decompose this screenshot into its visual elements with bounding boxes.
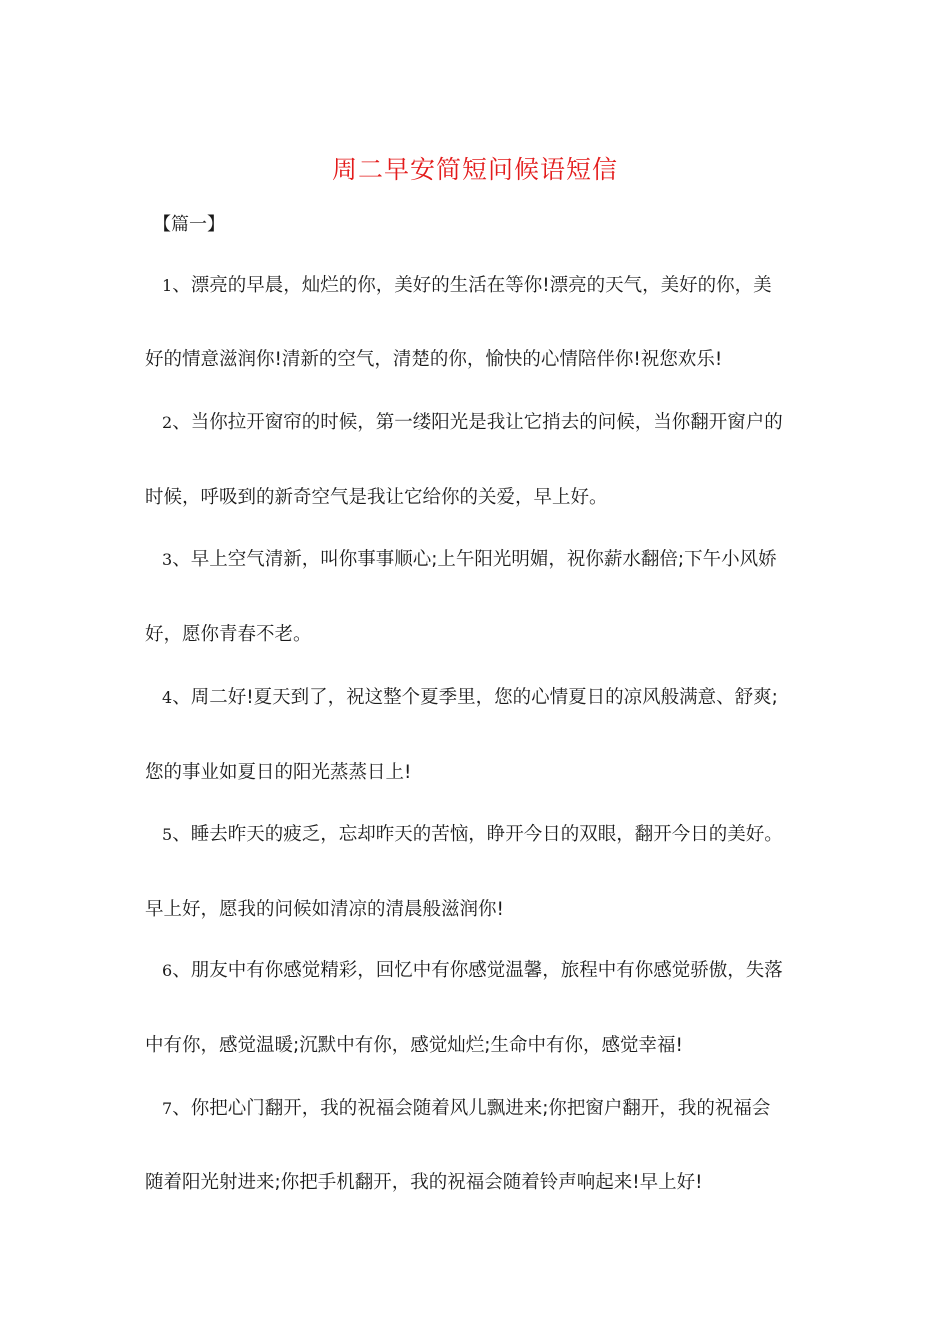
item-number: 1 — [162, 276, 173, 295]
item-text-continuation: 好的情意滋润你!清新的空气，清楚的你，愉快的心情陪伴你!祝您欢乐! — [145, 349, 723, 370]
item-number: 3 — [162, 550, 173, 569]
section-label: 【篇一】 — [153, 214, 225, 235]
item-number: 5 — [162, 825, 173, 844]
item-text-continuation: 好，愿你青春不老。 — [145, 624, 312, 645]
document-title: 周二早安简短问候语短信 — [331, 155, 618, 184]
item-text-continuation: 您的事业如夏日的阳光蒸蒸日上! — [145, 762, 412, 783]
item-text: 、睡去昨天的疲乏，忘却昨天的苦恼，睁开今日的双眼，翻开今日的美好。 — [172, 824, 783, 845]
list-item — [162, 821, 783, 849]
item-text: 、漂亮的早晨，灿烂的你，美好的生活在等你!漂亮的天气，美好的你，美 — [172, 275, 772, 296]
item-text: 、朋友中有你感觉精彩，回忆中有你感觉温馨，旅程中有你感觉骄傲，失落 — [172, 960, 783, 981]
list-item — [162, 957, 783, 985]
item-text-continuation: 时候，呼吸到的新奇空气是我让它给你的关爱，早上好。 — [145, 487, 608, 508]
item-text: 、你把心门翻开，我的祝福会随着风儿飘进来;你把窗户翻开，我的祝福会 — [172, 1098, 771, 1119]
item-text: 、当你拉开窗帘的时候，第一缕阳光是我让它捎去的问候，当你翻开窗户的 — [172, 412, 783, 433]
list-item — [162, 546, 777, 574]
list-item — [162, 1095, 770, 1123]
item-text: 、早上空气清新，叫你事事顺心;上午阳光明媚，祝你薪水翻倍;下午小风娇 — [172, 549, 777, 570]
item-text: 、周二好!夏天到了，祝这整个夏季里，您的心情夏日的凉风般满意、舒爽; — [172, 687, 778, 708]
item-text-continuation: 中有你，感觉温暖;沉默中有你，感觉灿烂;生命中有你，感觉幸福! — [145, 1035, 683, 1056]
item-number: 2 — [162, 413, 173, 432]
list-item — [162, 409, 783, 437]
item-text-continuation: 早上好，愿我的问候如清凉的清晨般滋润你! — [145, 899, 504, 920]
item-number: 4 — [162, 688, 173, 707]
list-item — [162, 684, 778, 712]
list-item — [162, 272, 772, 300]
item-number: 7 — [162, 1099, 173, 1118]
item-number: 6 — [162, 961, 173, 980]
item-text-continuation: 随着阳光射进来;你把手机翻开，我的祝福会随着铃声响起来!早上好! — [145, 1172, 703, 1193]
